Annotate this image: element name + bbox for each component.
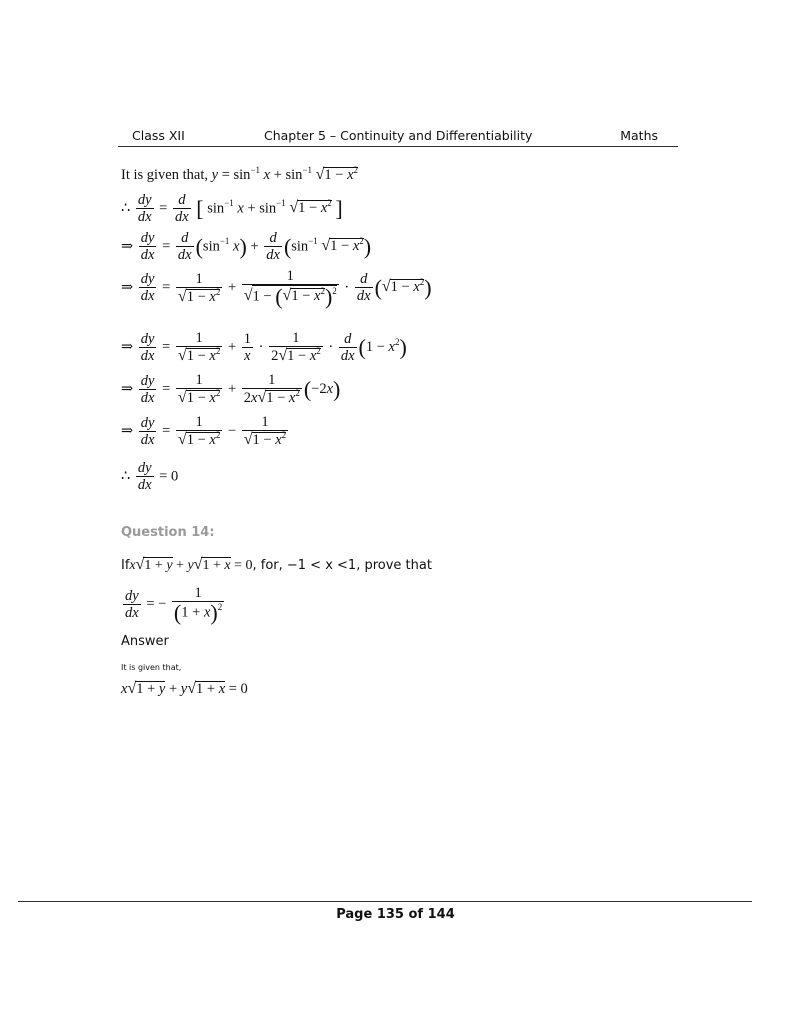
question-title: Question 14: <box>121 525 215 540</box>
question-statement <box>121 556 432 574</box>
answer-intro: It is given that, <box>121 663 182 672</box>
step-4: ⇒ $\frac{dy}{dx}$ = $\frac{1}{√1 - x^2}$ + $\frac{1}{x}$ · $\frac{1}{2√1 - x^2}$ · $\frac{d}{dx}$ $(1 - x^2)$ <box>121 330 407 364</box>
y-var: y <box>211 167 219 183</box>
given-equation: = $\sin^{-1} x + \sin^{-1} √1 - x^2$ <box>221 165 359 183</box>
answer-equation: x√1 + y + y√1 + x = 0 <box>121 680 248 697</box>
header-chapter: Chapter 5 – Continuity and Differentiability <box>264 128 533 143</box>
q14-equation: x√1 + y + y√1 + x = 0 <box>129 556 253 573</box>
step-3: ⇒ $\frac{dy}{dx}$ = $\frac{1}{√1 - x^2}$ + $\frac{1}{√1 - (√1 - x^2)^2}$ · $\frac{d}{dx}$ $(√1 - x^2)$ <box>121 268 432 309</box>
step-7: ∴ $\frac{dy}{dx}$ = 0 <box>121 460 179 493</box>
footer-divider <box>18 901 752 902</box>
step-5: ⇒ $\frac{dy}{dx}$ = $\frac{1}{√1 - x^2}$ + $\frac{1}{2x√1 - x^2}$ (−2x) <box>121 372 341 406</box>
page-number: Page 135 of 144 <box>336 907 455 922</box>
to-prove-equation: $\frac{dy}{dx}$ = − $\frac{1}{(1 + x)^2}$ <box>125 585 223 625</box>
given-equation-line <box>121 166 358 184</box>
condition-text: , for, −1 < x <1, prove that <box>252 558 432 573</box>
header-class: Class XII <box>132 128 185 143</box>
step-6: ⇒ $\frac{dy}{dx}$ = $\frac{1}{√1 - x^2}$ − $\frac{1}{√1 - x^2}$ <box>121 414 287 448</box>
step-1: ∴ $\frac{dy}{dx}$ = $\frac{d}{dx}$ [ $\sin^{-1} x + \sin^{-1} √1 - x^2$ ] <box>121 192 343 225</box>
answer-label: Answer <box>121 634 169 649</box>
if-prefix: If <box>121 558 130 573</box>
page-header <box>118 128 678 147</box>
intro-text: It is given that, <box>121 167 208 183</box>
step-2: ⇒ $\frac{dy}{dx}$ = $\frac{d}{dx}$ ($\sin^{-1}$ x) + $\frac{d}{dx}$ ($\sin^{-1}$ $√1 - x^2$) <box>121 230 372 263</box>
header-subject: Maths <box>620 128 658 143</box>
